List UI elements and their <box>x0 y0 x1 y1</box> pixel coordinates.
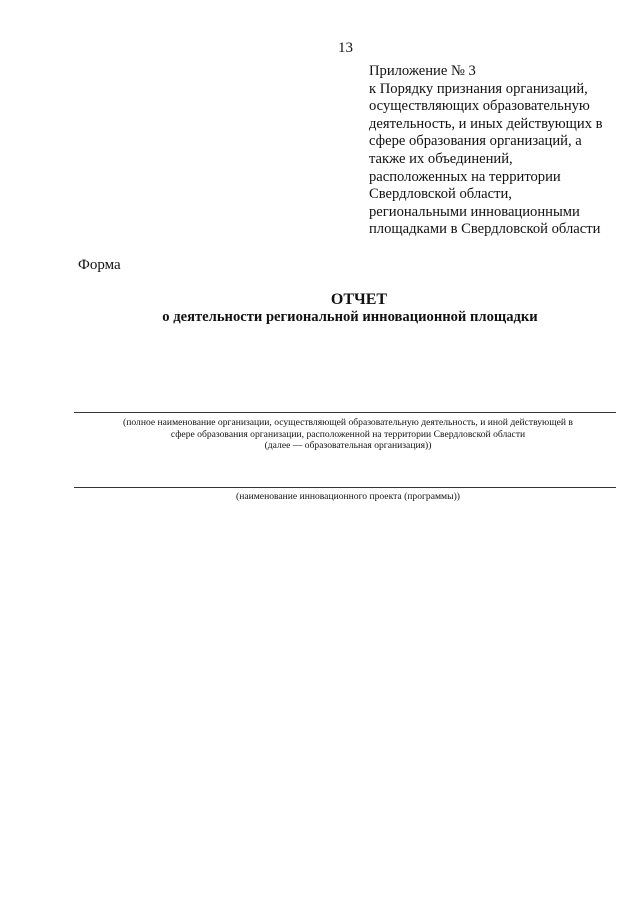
caption-line: (наименование инновационного проекта (программы)) <box>236 491 460 502</box>
appendix-line: площадками в Свердловской области <box>369 221 601 238</box>
appendix-line: Приложение № 3 <box>369 63 476 79</box>
appendix-line: региональными инновационными <box>369 203 580 220</box>
appendix-line: осуществляющих образовательную <box>369 98 590 115</box>
project-name-caption <box>80 491 616 503</box>
organization-name-line <box>74 412 616 413</box>
appendix-line: также их объединений, <box>369 150 513 167</box>
report-subtitle: о деятельности региональной инновационной площадки <box>162 309 538 325</box>
caption-line: (далее — образовательная организация)) <box>264 440 432 452</box>
caption-line: (полное наименование организации, осуществляющей образовательную деятельность, и иной действующей в <box>123 417 573 428</box>
appendix-reference <box>369 63 631 239</box>
organization-name-caption <box>80 417 616 452</box>
report-title: ОТЧЕТ <box>330 291 388 308</box>
appendix-line: расположенных на территории <box>369 168 561 185</box>
page-number: 13 <box>338 40 353 56</box>
project-name-line <box>74 487 616 488</box>
appendix-line: к Порядку признания организаций, <box>369 80 588 97</box>
appendix-line: сфере образования организаций, а <box>369 133 582 150</box>
appendix-line: деятельность, и иных действующих в <box>369 115 603 132</box>
caption-line: сфере образования организации, расположенной на территории Свердловской области <box>170 428 526 440</box>
form-label: Форма <box>78 257 121 273</box>
appendix-line: Свердловской области, <box>369 186 512 203</box>
